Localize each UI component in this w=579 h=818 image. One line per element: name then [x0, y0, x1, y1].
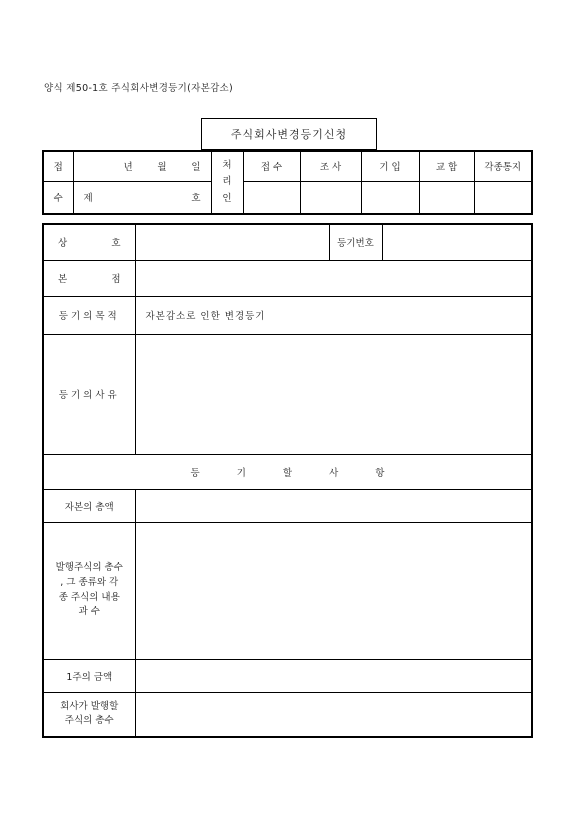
handler-char-2: 리 — [222, 176, 232, 188]
authorized-shares-field[interactable] — [135, 692, 532, 737]
reason-label: 등기의사유 — [43, 334, 135, 454]
col-entry: 기 입 — [361, 151, 419, 181]
receipt-label-bottom: 수 — [43, 181, 73, 214]
head-office-field[interactable] — [135, 260, 532, 296]
handler-char-1: 처 — [222, 160, 232, 172]
shares-issued-label — [43, 522, 135, 659]
year-label: 년 — [123, 162, 133, 174]
month-label: 월 — [157, 162, 167, 174]
receipt-date — [73, 151, 211, 181]
receipt-stamp-cell[interactable] — [243, 181, 300, 214]
authorized-shares-line-2: 주식의 총수 — [64, 715, 114, 727]
form-title: 주식회사변경등기신청 — [201, 118, 377, 150]
registration-number-field[interactable] — [382, 224, 532, 260]
capital-total-label: 자본의 총액 — [43, 489, 135, 522]
reason-field[interactable] — [135, 334, 532, 454]
col-inspection: 조 사 — [300, 151, 361, 181]
col-receipt: 접 수 — [243, 151, 300, 181]
shares-issued-line-3: 종 주식의 내용 — [58, 591, 120, 603]
registration-number-label: 등기번호 — [329, 224, 382, 260]
col-verify: 교 합 — [419, 151, 474, 181]
form-number-label: 양식 제50-1호 주식회사변경등기(자본감소) — [44, 83, 234, 94]
notice-stamp-cell[interactable] — [474, 181, 532, 214]
col-notice: 각종통지 — [474, 151, 532, 181]
entry-stamp-cell[interactable] — [361, 181, 419, 214]
shares-issued-line-1: 발행주식의 총수 — [55, 562, 123, 574]
shares-issued-line-2: , 그 종류와 각 — [60, 576, 119, 588]
registration-table — [42, 223, 533, 738]
par-value-field[interactable] — [135, 659, 532, 692]
head-office-label: 본 점 — [43, 260, 135, 296]
ho-label: 호 — [191, 193, 201, 205]
day-label: 일 — [191, 162, 201, 174]
receipt-table — [42, 150, 533, 215]
authorized-shares-line-1: 회사가 발행할 — [60, 700, 119, 712]
shares-issued-line-4: 과 수 — [78, 606, 100, 618]
purpose-label: 등기의목적 — [43, 296, 135, 334]
verify-stamp-cell[interactable] — [419, 181, 474, 214]
purpose-value: 자본감소로 인한 변경등기 — [135, 296, 532, 334]
je-label: 제 — [83, 193, 93, 205]
trade-name-label: 상 호 — [43, 224, 135, 260]
handler-char-3: 인 — [222, 192, 232, 204]
trade-name-field[interactable] — [135, 224, 329, 260]
capital-total-field[interactable] — [135, 489, 532, 522]
shares-issued-field[interactable] — [135, 522, 532, 659]
matters-header: 등 기 할 사 항 — [43, 454, 532, 489]
receipt-number — [73, 181, 211, 214]
receipt-label-top: 접 — [43, 151, 73, 181]
inspection-stamp-cell[interactable] — [300, 181, 361, 214]
par-value-label: 1주의 금액 — [43, 659, 135, 692]
handler-label — [211, 151, 243, 214]
authorized-shares-label — [43, 692, 135, 737]
